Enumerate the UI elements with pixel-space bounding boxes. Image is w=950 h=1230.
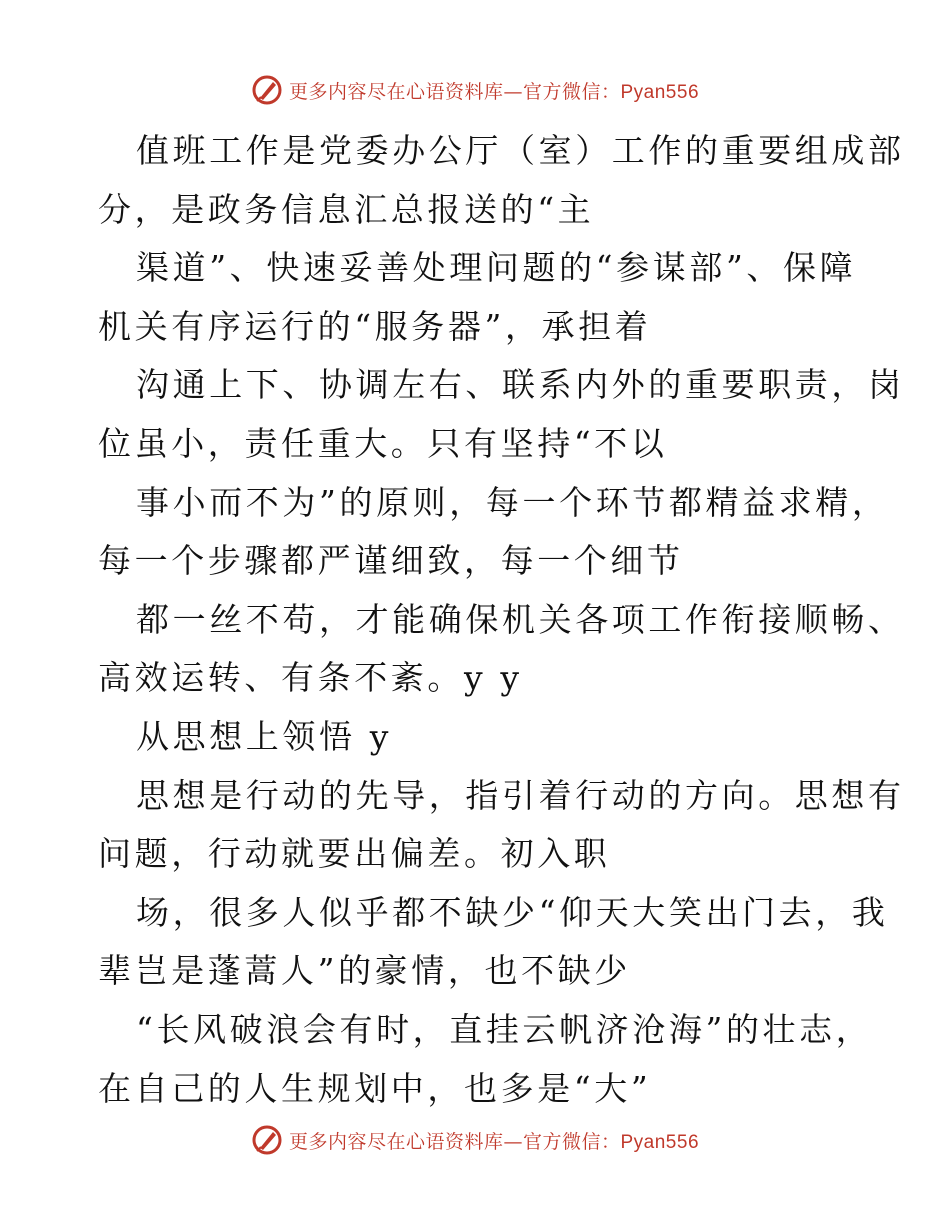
- body-line: 事小而不为”的原则，每一个环节都精益求精，: [136, 482, 889, 522]
- body-line: 辈岂是蓬蒿人”的豪情，也不缺少: [98, 951, 631, 991]
- body-line: 沟通上下、协调左右、联系内外的重要职责，岗: [136, 365, 905, 405]
- body-line: 在自己的人生规划中，也多是“大”: [98, 1068, 652, 1108]
- header-banner: [0, 72, 950, 108]
- document-body: [98, 122, 905, 1118]
- footer-banner-label: 更多内容尽在心语资料库—官方微信：: [288, 1130, 621, 1153]
- body-line: 渠道”、快速妥善处理问题的“参谋部”、保障: [136, 248, 857, 288]
- header-wechat-id: Pyan556: [620, 81, 700, 103]
- body-line: 值班工作是党委办公厅（室）工作的重要组成部: [136, 131, 905, 170]
- body-line: 场，很多人似乎都不缺少“仰天大笑出门去，我: [136, 892, 889, 932]
- body-line: 机关有序运行的“服务器”，承担着: [98, 306, 652, 346]
- footer-banner-text: [289, 1127, 699, 1154]
- footer-banner: [0, 1122, 950, 1158]
- body-line: 高效运转、有条不紊。y y: [98, 658, 523, 698]
- quill-pen-logo-icon: [251, 1124, 283, 1156]
- header-banner-text: [289, 77, 699, 104]
- header-banner-label: 更多内容尽在心语资料库—官方微信：: [288, 80, 621, 103]
- body-line: 每一个步骤都严谨细致，每一个细节: [98, 541, 684, 581]
- body-line: 问题，行动就要出偏差。初入职: [98, 834, 611, 874]
- body-line: 位虽小，责任重大。只有坚持“不以: [98, 423, 668, 463]
- body-line: “长风破浪会有时，直挂云帆济沧海”的壮志，: [136, 1009, 873, 1049]
- body-line: 思想是行动的先导，指引着行动的方向。思想有: [136, 775, 905, 815]
- quill-pen-logo-icon: [251, 74, 283, 106]
- section-heading: 从思想上领悟 y: [136, 716, 392, 756]
- body-line: 都一丝不苟，才能确保机关各项工作衔接顺畅、: [136, 599, 905, 639]
- body-line: 分，是政务信息汇总报送的“主: [98, 189, 595, 229]
- footer-wechat-id: Pyan556: [620, 1131, 700, 1153]
